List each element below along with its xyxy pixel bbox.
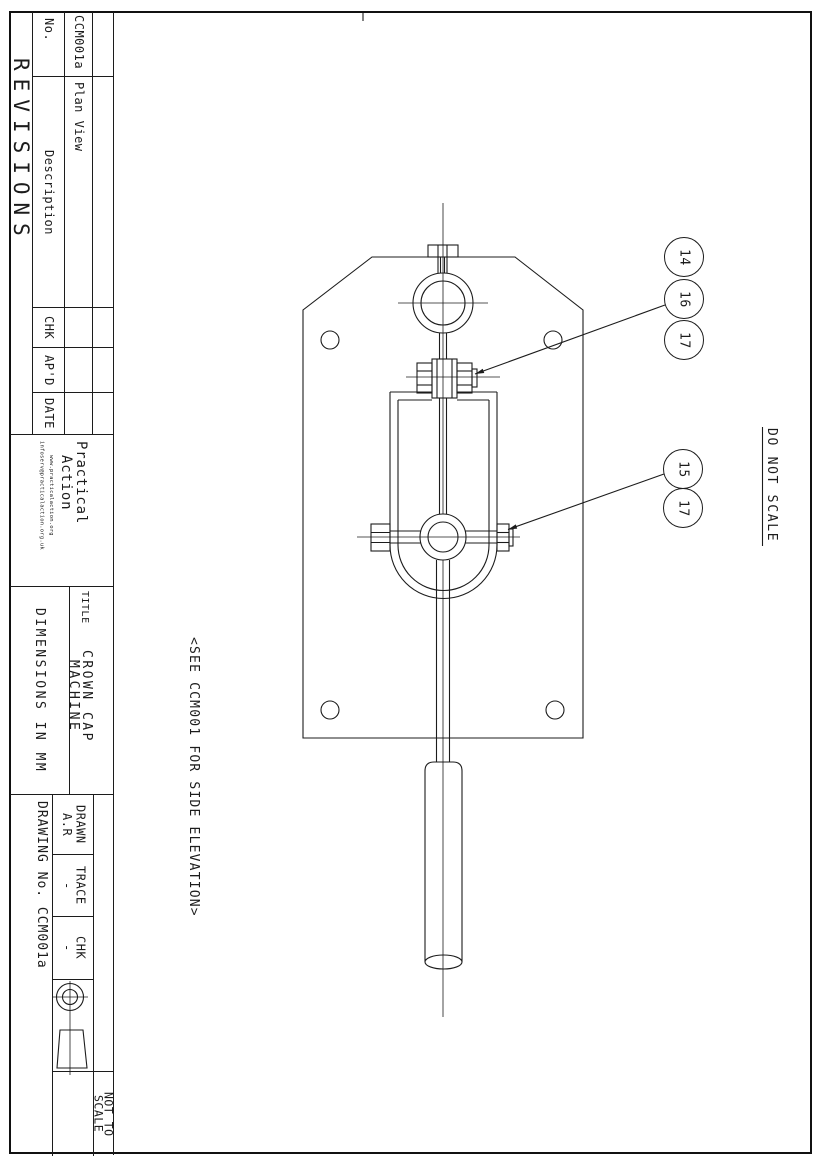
drawn-cell — [53, 795, 94, 855]
rev-row-date-cell — [65, 393, 93, 435]
org-name-line2: Action — [58, 454, 74, 511]
rev-header-apd: AP'D — [42, 354, 56, 386]
balloon-17-lower-label: 17 — [675, 499, 691, 517]
do-not-scale-note: DO NOT SCALE — [764, 428, 779, 543]
org-contact — [36, 441, 55, 550]
drawing-title — [67, 628, 93, 764]
right-empty-strip — [94, 795, 113, 1072]
see-elevation-note: <SEE CCM001 FOR SIDE ELEVATION> — [186, 637, 201, 917]
drawn-block — [60, 805, 87, 844]
org-email: infoserv@practicalaction.org.uk — [38, 441, 45, 550]
scale-note-line1: NOT TO — [101, 1091, 116, 1137]
trace-block — [60, 866, 87, 905]
balloon-15 — [663, 449, 703, 489]
balloon-17-upper-label: 17 — [676, 331, 692, 349]
trace-label: TRACE — [73, 866, 88, 905]
balloon-15-label: 15 — [675, 460, 691, 478]
trace-value: - — [60, 881, 74, 890]
rev-row-no-cell — [65, 12, 93, 77]
sheet-border — [9, 11, 812, 1154]
rev-row-no: CCM001a — [72, 15, 86, 70]
rev-row2-chk-cell — [93, 308, 113, 348]
check-block — [60, 936, 87, 959]
rev-row-description: Plan View — [72, 82, 86, 152]
drawing-title-line1: CROWN CAP — [79, 649, 94, 743]
rev-header-no: No. — [42, 18, 56, 42]
scale-note — [91, 1091, 116, 1137]
rev-header-date: DATE — [42, 398, 56, 429]
check-value: - — [60, 944, 74, 952]
rev-row-apd-cell — [65, 348, 93, 393]
rev-row2-no-cell — [93, 12, 113, 77]
org-name-line1: Practical — [73, 441, 89, 525]
org-website: www.practicalaction.org — [48, 455, 54, 536]
title-label: TITLE — [79, 591, 90, 624]
balloon-16-label: 16 — [676, 290, 692, 308]
org-name — [58, 441, 88, 524]
rev-row2-apd-cell — [93, 348, 113, 393]
projection-symbol-cell — [53, 980, 94, 1072]
trace-cell — [53, 855, 94, 917]
balloon-14 — [664, 237, 704, 277]
drawn-value: A.R — [60, 812, 74, 837]
dimensions-note: DIMENSIONS IN MM — [32, 607, 47, 774]
drawing-title-line2: MACHINE — [66, 659, 81, 733]
rev-header-description-cell — [33, 77, 65, 308]
rev-row-description-cell — [65, 77, 93, 308]
scale-note-line2: SCALE — [91, 1095, 106, 1133]
revisions-title: REVISIONS — [9, 58, 33, 244]
bottom-empty-cell — [53, 1072, 94, 1156]
balloon-14-label: 14 — [676, 248, 692, 266]
drawing-number: DRAWING No. CCM001a — [34, 801, 49, 969]
rev-header-chk-cell — [33, 308, 65, 348]
not-to-scale-cell — [91, 1072, 116, 1156]
rev-header-description: Description — [42, 149, 56, 235]
revisions-table-title-cell — [10, 12, 33, 435]
rev-row2-date-cell — [93, 393, 113, 435]
balloon-17-lower — [663, 488, 703, 528]
rev-header-no-cell — [33, 12, 65, 77]
drawing-number-cell — [10, 795, 53, 1156]
drawn-label: DRAWN — [73, 805, 88, 844]
rev-row2-description-cell — [93, 77, 113, 308]
rev-header-chk: CHK — [42, 315, 56, 340]
rev-header-apd-cell — [33, 348, 65, 393]
check-label: CHK — [73, 936, 88, 960]
rev-row-chk-cell — [65, 308, 93, 348]
balloon-17-upper — [664, 320, 704, 360]
check-cell — [53, 917, 94, 980]
rev-header-date-cell — [33, 393, 65, 435]
balloon-16 — [664, 279, 704, 319]
dimensions-note-cell — [10, 587, 70, 795]
